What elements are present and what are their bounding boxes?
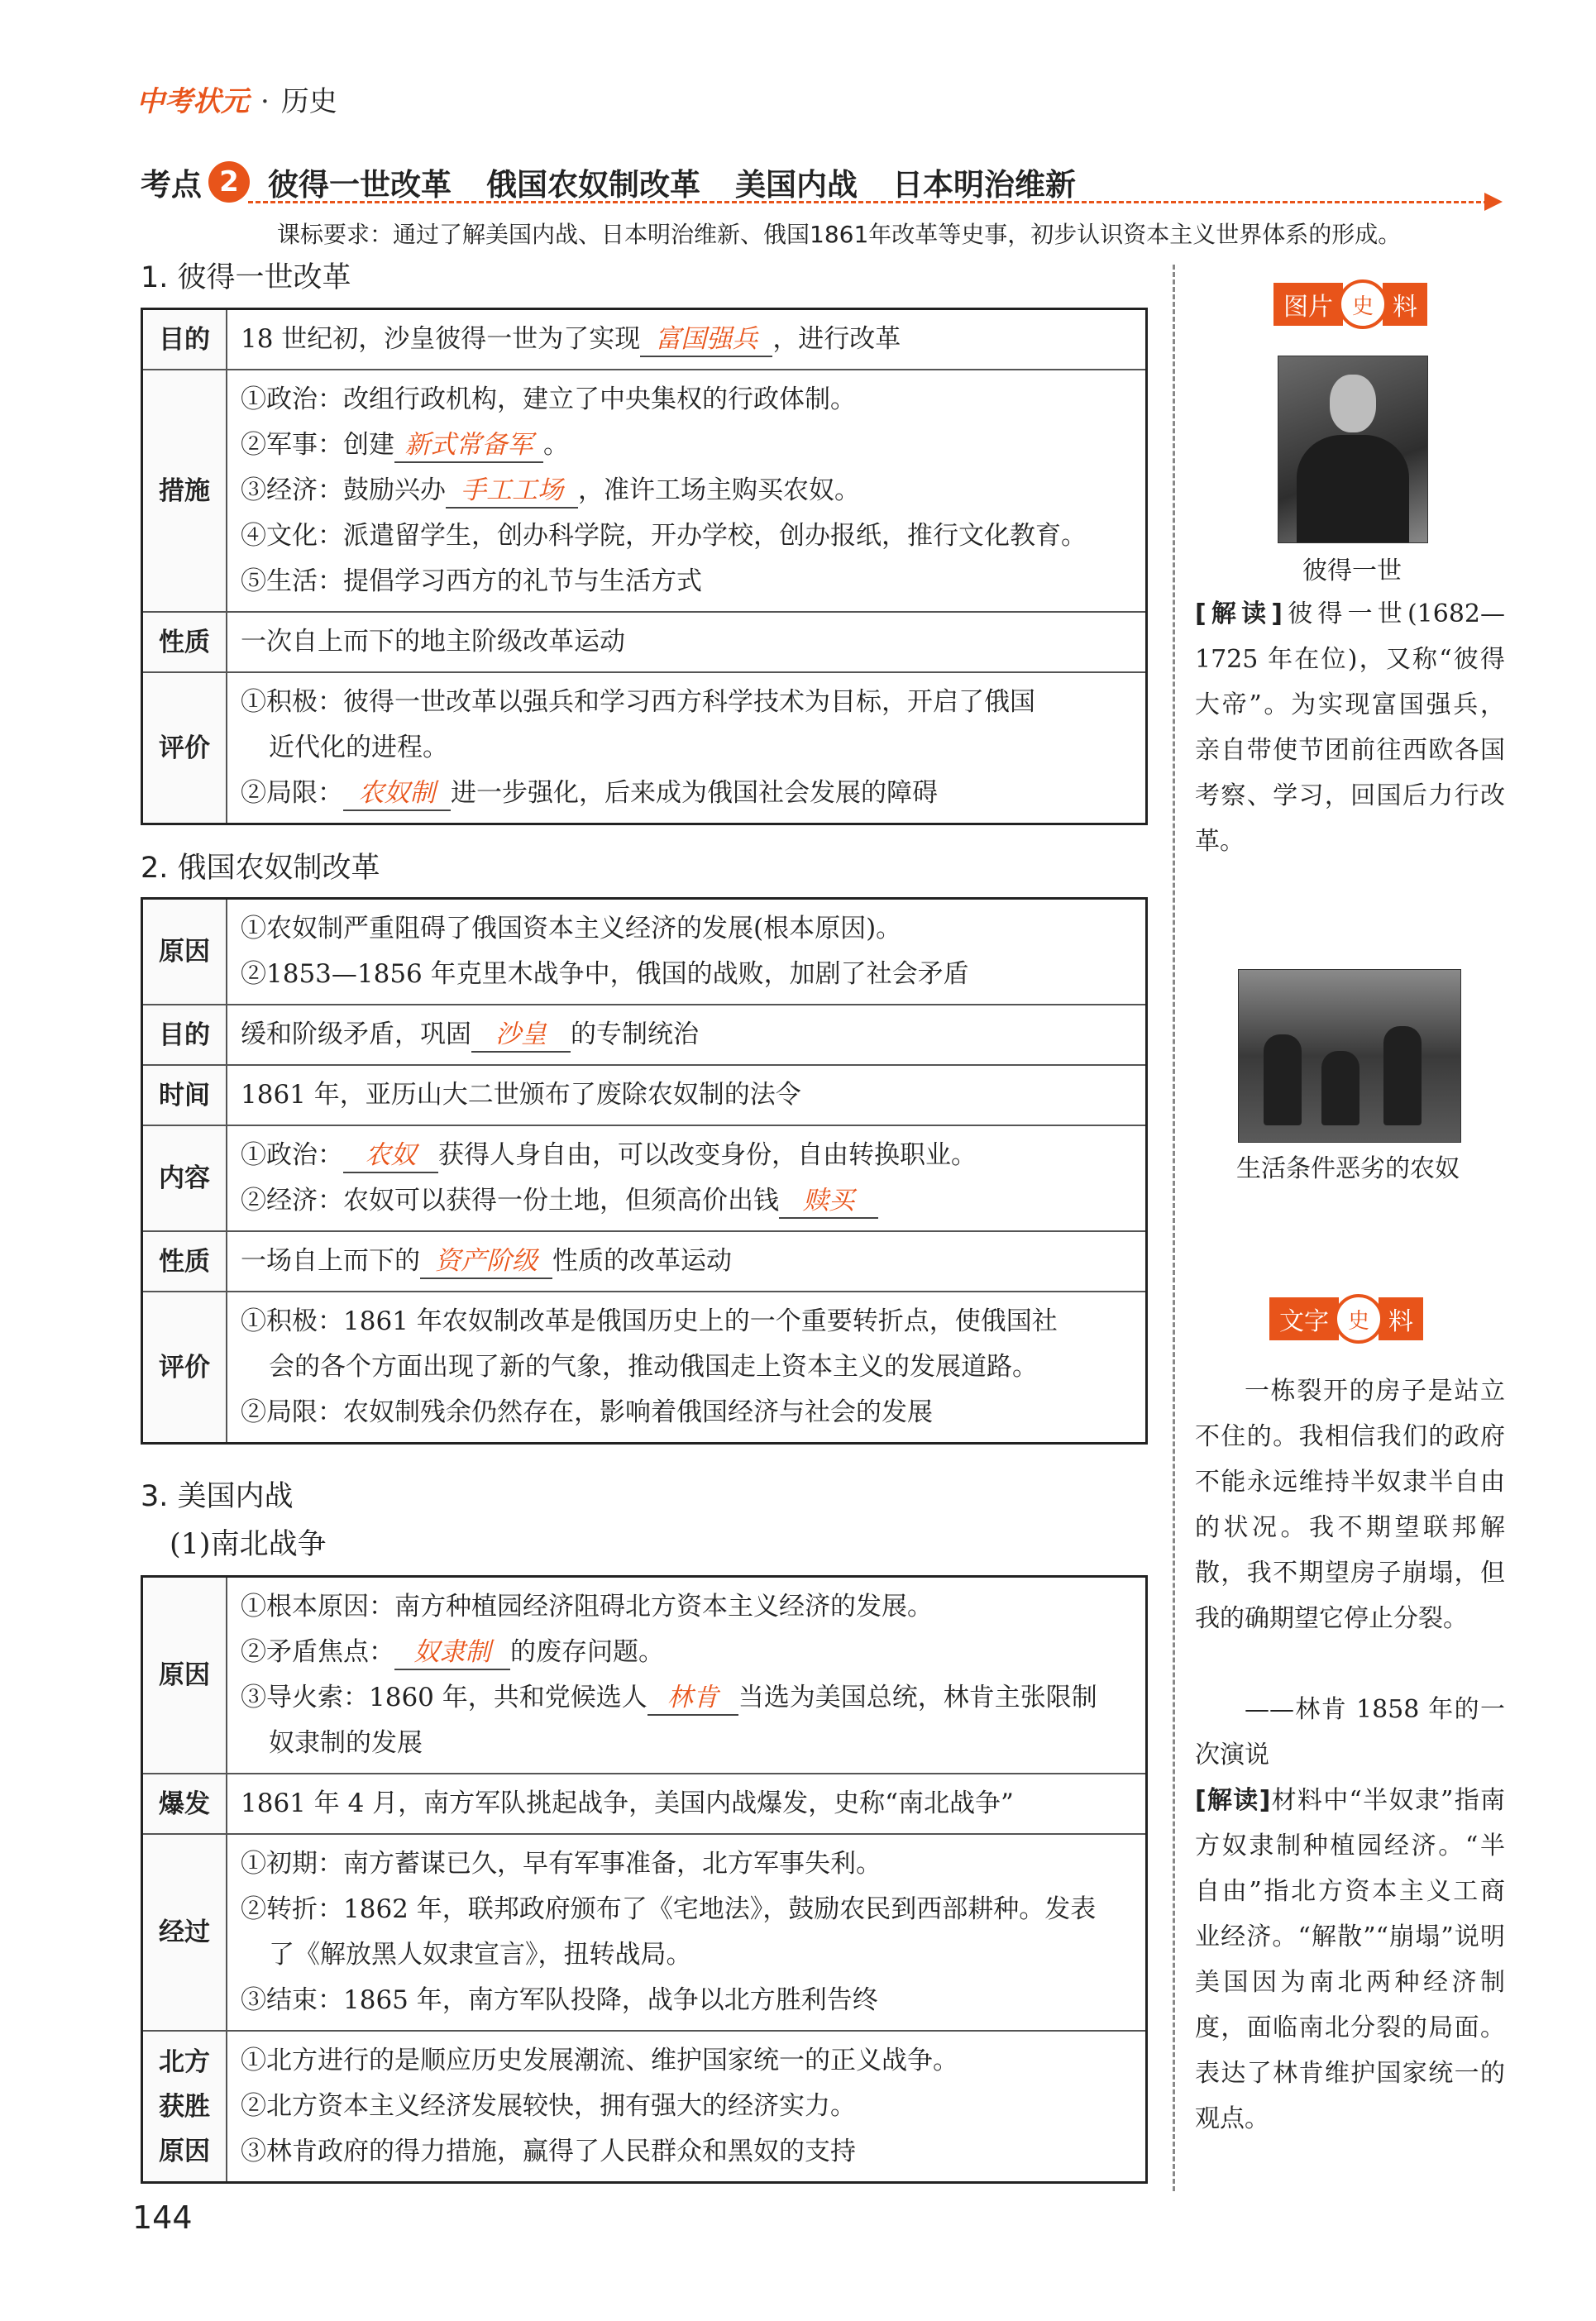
table-row xyxy=(142,672,1147,824)
answer-blank: 新式常备军 xyxy=(394,428,543,463)
text: 一场自上而下的 xyxy=(241,1246,420,1276)
page-header xyxy=(136,79,337,119)
row-content xyxy=(227,1292,1147,1444)
text-line xyxy=(241,1630,1134,1675)
photo-figure xyxy=(1321,1051,1359,1125)
text-line: ④文化：派遣留学生，创办科学院，开办学校，创办报纸，推行文化教育。 xyxy=(241,521,1087,551)
head-line: 原因 xyxy=(159,2136,210,2166)
answer-blank: 农奴 xyxy=(343,1139,438,1173)
text: 。 xyxy=(543,430,569,460)
table-row xyxy=(142,1231,1147,1292)
text-line: ①政治：改组行政机构，建立了中央集权的行政体制。 xyxy=(241,384,856,414)
badge-text: 图片 xyxy=(1273,283,1343,326)
text-line: ③林肯政府的得力措施，赢得了人民群众和黑奴的支持 xyxy=(241,2137,856,2166)
text-line xyxy=(241,423,1134,468)
quote-source: ——林肯 1858 年的一次演说 xyxy=(1195,1695,1505,1769)
text: 获得人身自由，可以改变身份，自由转换职业。 xyxy=(438,1140,977,1170)
text-line: ①积极：彼得一世改革以强兵和学习西方科学技术为目标，开启了俄国 xyxy=(241,687,1035,717)
answer-blank: 资产阶级 xyxy=(420,1244,552,1279)
table-row xyxy=(142,612,1147,672)
text-line xyxy=(241,1675,1134,1721)
table-row xyxy=(142,370,1147,612)
section-title-serfdom: 2. 俄国农奴制改革 xyxy=(141,852,380,885)
text-line xyxy=(241,1133,1134,1178)
table-row xyxy=(142,899,1147,1005)
row-head: 经过 xyxy=(142,1834,227,2031)
row-head: 措施 xyxy=(142,370,227,612)
text-line: ②转折：1862 年，联邦政府颁布了《宅地法》，鼓励农民到西部耕种。发表 xyxy=(241,1894,1097,1924)
text: ②军事：创建 xyxy=(241,430,394,460)
text-line: 了《解放黑人奴隶宣言》，扭转战局。 xyxy=(269,1940,692,1970)
curriculum-requirement: 课标要求：通过了解美国内战、日本明治维新、俄国1861年改革等史事，初步认识资本主义世界体系的形成。 xyxy=(277,221,1402,248)
answer-blank: 奴隶制 xyxy=(394,1636,510,1670)
kaodian-title-3: 美国内战 xyxy=(735,167,858,203)
header-dot: · xyxy=(260,85,270,118)
section-title-peter: 1. 彼得一世改革 xyxy=(141,261,351,294)
picture-material-badge xyxy=(1273,279,1427,329)
row-content xyxy=(227,1834,1147,2031)
jiedu-label: [解读] xyxy=(1195,1786,1271,1815)
row-content: 1861 年 4 月，南方军队挑起战争，美国内战爆发，史称“南北战争” xyxy=(227,1774,1147,1834)
row-content xyxy=(227,672,1147,824)
table-serfdom-reform xyxy=(141,897,1148,1445)
heading-dashed-rule xyxy=(248,201,1488,203)
text: ①政治： xyxy=(241,1140,343,1170)
text: 18 世纪初，沙皇彼得一世为了实现 xyxy=(241,324,641,354)
row-content xyxy=(227,899,1147,1005)
text: 的专制统治 xyxy=(571,1020,699,1049)
table-row xyxy=(142,1834,1147,2031)
sidebar-divider xyxy=(1173,265,1175,2191)
row-head: 性质 xyxy=(142,612,227,672)
text-line: ①积极：1861 年农奴制改革是俄国历史上的一个重要转折点，使俄国社 xyxy=(241,1306,1058,1336)
text-line: 近代化的进程。 xyxy=(269,733,448,762)
text: 缓和阶级矛盾，巩固 xyxy=(241,1020,471,1049)
text-line xyxy=(241,1178,1134,1224)
kaodian-title-1: 彼得一世改革 xyxy=(268,167,452,203)
text: ，准许工场主购买农奴。 xyxy=(578,475,860,505)
text-line: 奴隶制的发展 xyxy=(269,1728,423,1758)
text-line: ③结束：1865 年，南方军队投降，战争以北方胜利告终 xyxy=(241,1985,878,2015)
lincoln-quote: 一栋裂开的房子是站立不住的。我相信我们的政府不能永远维持半奴隶半自由的状况。我不期望联邦解散，我不期望房子崩塌，但我的确期望它停止分裂。 xyxy=(1195,1377,1505,1633)
text: 性质的改革运动 xyxy=(552,1246,732,1276)
head-line: 获胜 xyxy=(159,2091,210,2122)
kaodian-label: 考点 xyxy=(141,167,202,203)
text: ③导火索：1860 年，共和党候选人 xyxy=(241,1683,647,1712)
text: ②经济：农奴可以获得一份土地，但须高价出钱 xyxy=(241,1186,779,1215)
row-content xyxy=(227,309,1147,370)
peter-portrait-image xyxy=(1278,356,1428,543)
subject-label: 历史 xyxy=(280,85,337,118)
table-row xyxy=(142,1005,1147,1065)
row-content xyxy=(227,1125,1147,1231)
photo-figure xyxy=(1264,1034,1302,1125)
table-row xyxy=(142,1292,1147,1444)
text: 的废存问题。 xyxy=(510,1637,664,1667)
table-row xyxy=(142,1577,1147,1774)
table-peter-reform xyxy=(141,308,1148,825)
brand-logo: 中考状元 xyxy=(136,85,249,118)
kaodian-title-2: 俄国农奴制改革 xyxy=(486,167,700,203)
row-content xyxy=(227,2031,1147,2183)
answer-blank: 林肯 xyxy=(647,1681,738,1716)
row-content xyxy=(227,1231,1147,1292)
text: 当选为美国总统，林肯主张限制 xyxy=(738,1683,1097,1712)
table-row xyxy=(142,1774,1147,1834)
head-line: 北方 xyxy=(159,2046,210,2077)
row-content: 1861 年，亚历山大二世颁布了废除农奴制的法令 xyxy=(227,1065,1147,1125)
table-civil-war xyxy=(141,1575,1148,2184)
row-head: 目的 xyxy=(142,309,227,370)
text-line: ②局限：农奴制残余仍然存在，影响着俄国经济与社会的发展 xyxy=(241,1397,933,1427)
text-material-badge xyxy=(1269,1294,1423,1344)
row-head: 内容 xyxy=(142,1125,227,1231)
sidebar-interpretation-2 xyxy=(1195,1778,1505,2142)
sidebar-interpretation-1 xyxy=(1195,591,1505,864)
row-head: 评价 xyxy=(142,1292,227,1444)
row-head: 评价 xyxy=(142,672,227,824)
kaodian-title-4: 日本明治维新 xyxy=(892,167,1076,203)
subsection-title: (1)南北战争 xyxy=(170,1528,327,1561)
image-caption: 彼得一世 xyxy=(1302,556,1402,585)
text-line: ①根本原因：南方种植园经济阻碍北方资本主义经济的发展。 xyxy=(241,1592,933,1621)
portrait-head xyxy=(1330,375,1376,432)
answer-blank: 赎买 xyxy=(779,1184,878,1219)
badge-text: 文字 xyxy=(1269,1297,1339,1340)
row-head: 时间 xyxy=(142,1065,227,1125)
badge-circle: 史 xyxy=(1338,279,1388,329)
text-line: ①农奴制严重阻碍了俄国资本主义经济的发展(根本原因)。 xyxy=(241,914,902,943)
text-line xyxy=(241,468,1134,513)
image-caption: 生活条件恶劣的农奴 xyxy=(1236,1154,1460,1183)
answer-blank: 手工工场 xyxy=(446,474,578,509)
answer-blank: 沙皇 xyxy=(471,1018,571,1053)
text: ②局限： xyxy=(241,778,343,808)
badge-text: 料 xyxy=(1379,1297,1423,1340)
kaodian-heading xyxy=(141,157,1111,207)
text: ③经济：鼓励兴办 xyxy=(241,475,446,505)
row-content xyxy=(227,1577,1147,1774)
table-row xyxy=(142,2031,1147,2183)
row-head: 原因 xyxy=(142,899,227,1005)
text: ②矛盾焦点： xyxy=(241,1637,394,1667)
row-head: 原因 xyxy=(142,1577,227,1774)
row-content xyxy=(227,370,1147,612)
answer-blank: 农奴制 xyxy=(343,776,451,811)
jiedu-label: [解读] xyxy=(1195,599,1283,628)
badge-circle: 史 xyxy=(1334,1294,1383,1344)
text-line xyxy=(241,771,1134,816)
text: 进一步强化，后来成为俄国社会发展的障碍 xyxy=(451,778,938,808)
table-row xyxy=(142,309,1147,370)
answer-blank: 富国强兵 xyxy=(640,322,772,357)
section-title-civil-war: 3. 美国内战 xyxy=(141,1480,294,1513)
table-row xyxy=(142,1065,1147,1125)
text-line: ①初期：南方蓄谋已久，早有军事准备，北方军事失利。 xyxy=(241,1849,882,1879)
badge-text: 料 xyxy=(1383,283,1427,326)
row-content xyxy=(227,1005,1147,1065)
text-line: ①北方进行的是顺应历史发展潮流、维护国家统一的正义战争。 xyxy=(241,2046,958,2075)
arrow-right-icon xyxy=(1484,193,1503,211)
text: 彼得一世(1682—1725 年在位)，又称“彼得大帝”。为实现富国强兵，亲自带使节团前往西欧各国考察、学习，回国后力行改革。 xyxy=(1195,599,1505,856)
row-head: 目的 xyxy=(142,1005,227,1065)
row-head xyxy=(142,2031,227,2183)
text: ，进行改革 xyxy=(772,324,901,354)
kaodian-number-badge: 2 xyxy=(208,161,250,203)
row-content: 一次自上而下的地主阶级改革运动 xyxy=(227,612,1147,672)
page-number: 144 xyxy=(132,2199,193,2236)
row-head: 爆发 xyxy=(142,1774,227,1834)
text-line: ②北方资本主义经济发展较快，拥有强大的经济实力。 xyxy=(241,2091,856,2121)
photo-figure xyxy=(1383,1026,1422,1125)
text: 材料中“半奴隶”指南方奴隶制种植园经济。“半自由”指北方资本主义工商业经济。“解散”“崩塌”说明美国因为南北两种经济制度，面临南北分裂的局面。表达了林肯维护国家统一的观点。 xyxy=(1195,1786,1505,2133)
table-row xyxy=(142,1125,1147,1231)
text-line: ⑤生活：提倡学习西方的礼节与生活方式 xyxy=(241,566,702,596)
text-line: 会的各个方面出现了新的气象，推动俄国走上资本主义的发展道路。 xyxy=(269,1352,1038,1382)
serf-photo-image xyxy=(1238,969,1461,1143)
portrait-body xyxy=(1297,435,1409,542)
row-head: 性质 xyxy=(142,1231,227,1292)
text-line: ②1853—1856 年克里木战争中，俄国的战败，加剧了社会矛盾 xyxy=(241,959,969,989)
